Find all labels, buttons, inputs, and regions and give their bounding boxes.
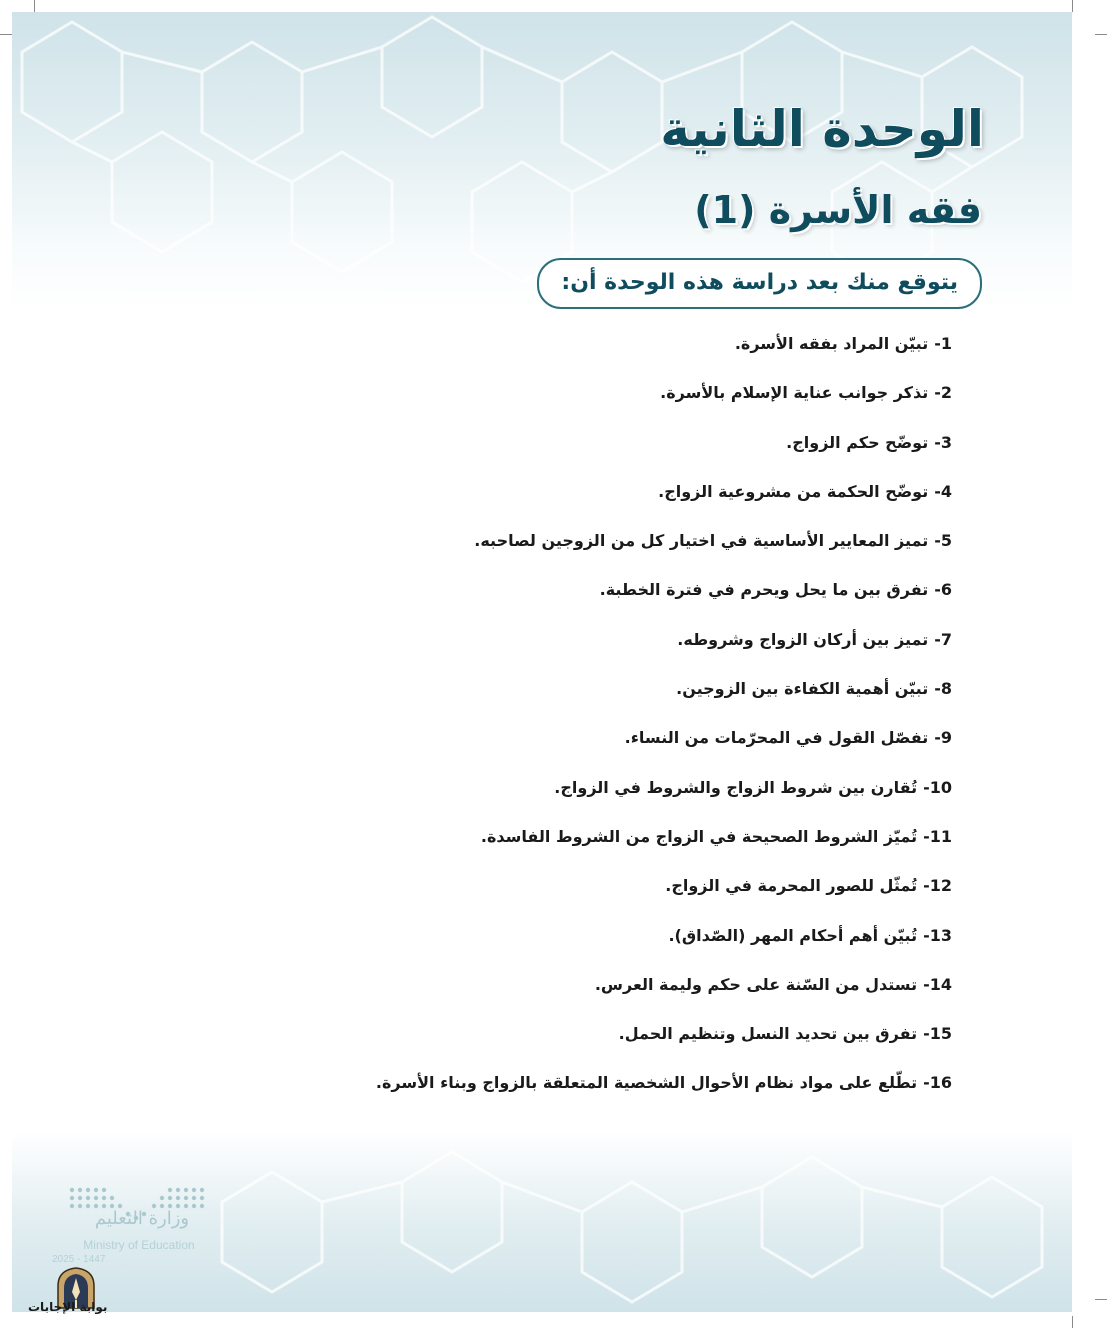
objective-number: 7- [934, 629, 952, 649]
objective-number: 9- [934, 728, 952, 748]
objective-text: توضّح الحكمة من مشروعية الزواج. [658, 481, 929, 501]
unit-subtitle: فقه الأسرة (1) [694, 188, 982, 232]
objective-text: تُميّز الشروط الصحيحة في الزواج من الشروط الفاسدة. [480, 826, 918, 846]
objective-text: تُبيّن أهم أحكام المهر (الصّداق). [668, 925, 918, 945]
objective-item [332, 728, 952, 777]
objective-item [332, 383, 952, 432]
objective-item [332, 1073, 952, 1122]
objective-number: 1- [934, 334, 952, 353]
crop-mark [1095, 34, 1107, 35]
objective-item [332, 975, 952, 1024]
objective-item [332, 482, 952, 531]
objective-number: 16- [923, 1073, 952, 1093]
objective-text: تُقارن بين شروط الزواج والشروط في الزواج. [554, 777, 918, 797]
objective-number: 11- [923, 826, 952, 846]
crop-mark [1072, 0, 1073, 12]
objective-number: 12- [923, 876, 952, 896]
textbook-page [12, 12, 1072, 1312]
objective-number: 10- [923, 777, 952, 797]
crop-mark [1095, 1299, 1107, 1300]
objective-text: توضّح حكم الزواج. [786, 432, 929, 452]
objective-item [332, 580, 952, 629]
crop-mark [0, 34, 12, 35]
objective-text: تبيّن المراد بفقه الأسرة. [734, 334, 929, 353]
objective-text: تفرق بين تحديد النسل وتنظيم الحمل. [618, 1024, 918, 1044]
objective-item [332, 433, 952, 482]
objective-item [332, 1024, 952, 1073]
objective-text: تفصّل القول في المحرّمات من النساء. [624, 728, 929, 748]
objective-item [332, 876, 952, 925]
objective-number: 4- [934, 481, 952, 501]
objective-text: تفرق بين ما يحل ويحرم في فترة الخطبة. [599, 580, 929, 600]
objective-number: 14- [923, 974, 952, 994]
objective-number: 6- [934, 580, 952, 600]
ministry-name-arabic: وزارة التعليم [94, 1208, 190, 1229]
objective-number: 8- [934, 679, 952, 699]
objective-item [332, 926, 952, 975]
objective-text: تُمثّل للصور المحرمة في الزواج. [665, 876, 918, 896]
objective-number: 2- [934, 383, 952, 403]
objective-text: تذكر جوانب عناية الإسلام بالأسرة. [660, 383, 929, 403]
objective-item [332, 630, 952, 679]
objective-item [332, 679, 952, 728]
crop-mark [34, 0, 35, 12]
ministry-name-english: Ministry of Education [83, 1238, 195, 1252]
objective-text: تميز بين أركان الزواج وشروطه. [677, 629, 929, 649]
objective-number: 15- [923, 1024, 952, 1044]
objective-text: تميز المعايير الأساسية في اختيار كل من الزوجين لصاحبه. [474, 531, 929, 551]
objective-number: 5- [934, 531, 952, 551]
objective-text: تستدل من السّنة على حكم وليمة العرس. [594, 974, 918, 994]
objective-number: 3- [934, 432, 952, 452]
objectives-list [332, 334, 952, 1123]
ministry-years: 2025 - 1447 [52, 1254, 106, 1265]
objective-item [332, 827, 952, 876]
objective-item [332, 531, 952, 580]
objectives-intro: يتوقع منك بعد دراسة هذه الوحدة أن: [537, 258, 982, 309]
objective-number: 13- [923, 925, 952, 945]
unit-title: الوحدة الثانية [660, 100, 984, 158]
crop-mark [1072, 1316, 1073, 1328]
objective-text: تبيّن أهمية الكفاءة بين الزوجين. [676, 679, 929, 699]
portal-name: بوابة الإجابات [28, 1300, 108, 1314]
objective-text: تطّلع على مواد نظام الأحوال الشخصية المتعلقة بالزواج وبناء الأسرة. [375, 1073, 918, 1093]
objective-item [332, 778, 952, 827]
objective-item [332, 334, 952, 383]
